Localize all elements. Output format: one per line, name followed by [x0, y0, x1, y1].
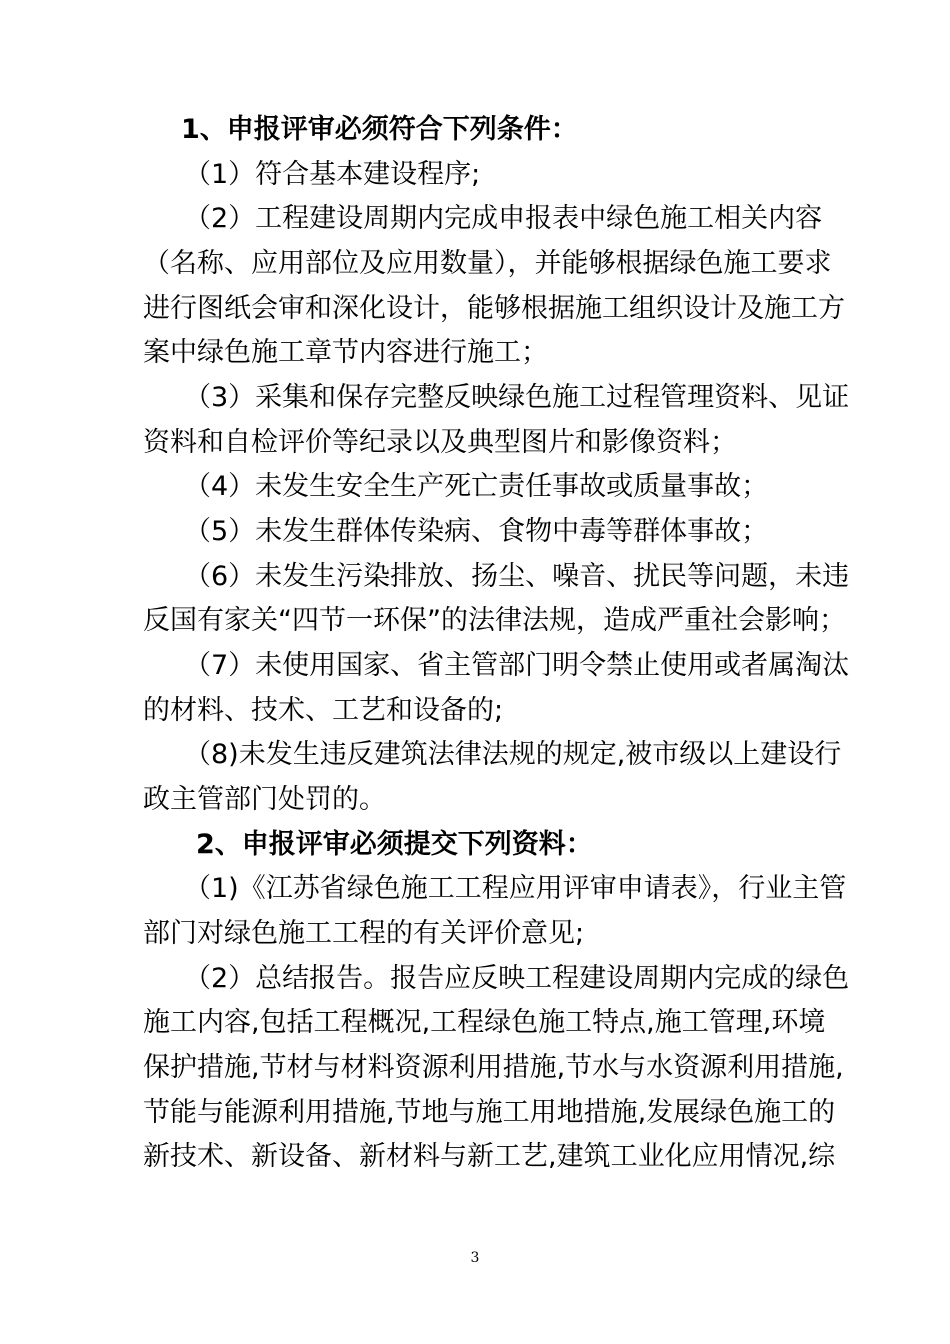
paragraph-line: （5）未发生群体传染病、食物中毒等群体事故； — [184, 516, 769, 547]
paragraph-line: （1)《江苏省绿色施工工程应用评审申请表》，行业主管 — [184, 873, 847, 904]
section-heading-conditions: 1、申报评审必须符合下列条件： — [181, 114, 578, 145]
section-heading-materials: 2、申报评审必须提交下列资料： — [196, 829, 593, 860]
page-number: 3 — [470, 1250, 480, 1266]
paragraph-line: 反国有家关“四节一环保”的法律法规，造成严重社会影响； — [143, 605, 846, 636]
paragraph-line: （8)未发生违反建筑法律法规的规定,被市级以上建设行 — [184, 739, 842, 770]
paragraph-line: （3）采集和保存完整反映绿色施工过程管理资料、见证 — [184, 382, 850, 413]
paragraph-line: 保护措施,节材与材料资源利用措施,节水与水资源利用措施, — [143, 1052, 844, 1083]
paragraph-line: （1）符合基本建设程序; — [184, 159, 481, 190]
paragraph-line: （7）未使用国家、省主管部门明令禁止使用或者属淘汰 — [184, 650, 850, 681]
paragraph-line: 资料和自检评价等纪录以及典型图片和影像资料； — [143, 427, 737, 458]
paragraph-line: 部门对绿色施工工程的有关评价意见; — [143, 918, 585, 949]
paragraph-line: （6）未发生污染排放、扬尘、噪音、扰民等问题，未违 — [184, 561, 850, 592]
paragraph-line: 节能与能源利用措施,节地与施工用地措施,发展绿色施工的 — [143, 1097, 836, 1128]
paragraph-line: 案中绿色施工章节内容进行施工； — [143, 337, 548, 368]
paragraph-line: （2）工程建设周期内完成申报表中绿色施工相关内容 — [184, 203, 823, 234]
paragraph-line: （2）总结报告。报告应反映工程建设周期内完成的绿色 — [184, 963, 850, 994]
paragraph-line: 新技术、新设备、新材料与新工艺,建筑工业化应用情况,综 — [143, 1141, 836, 1172]
paragraph-line: 的材料、技术、工艺和设备的; — [143, 695, 504, 726]
paragraph-line: 施工内容,包括工程概况,工程绿色施工特点,施工管理,环境 — [143, 1007, 826, 1038]
paragraph-line: （名称、应用部位及应用数量），并能够根据绿色施工要求 — [143, 248, 832, 279]
paragraph-line: 进行图纸会审和深化设计，能够根据施工组织设计及施工方 — [143, 293, 845, 324]
paragraph-line: （4）未发生安全生产死亡责任事故或质量事故； — [184, 471, 769, 502]
paragraph-line: 政主管部门处罚的。 — [143, 784, 386, 815]
